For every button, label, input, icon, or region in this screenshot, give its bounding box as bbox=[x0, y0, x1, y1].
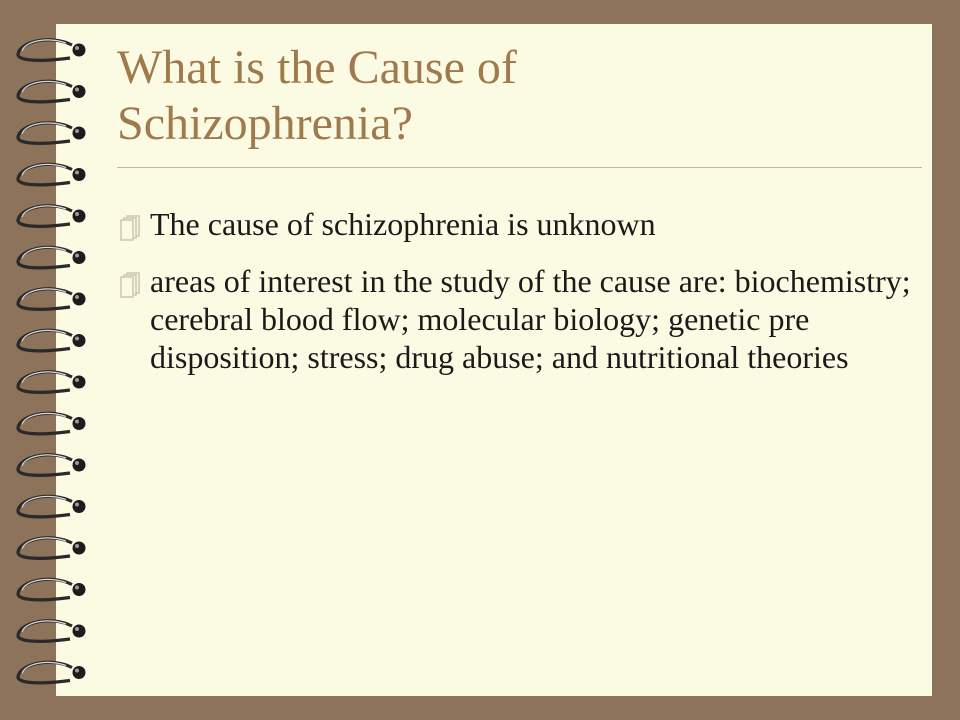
notebook-bullet-icon bbox=[118, 271, 142, 299]
binding-ring bbox=[18, 289, 86, 310]
notebook-bullet-icon bbox=[118, 214, 142, 242]
binding-ring bbox=[18, 164, 86, 185]
binding-ring bbox=[18, 206, 86, 227]
list-item bbox=[112, 262, 912, 376]
bullet-text: areas of interest in the study of the cause are: biochemistry; cerebral blood flow; molecular biology; genetic pre disposition; stress; drug abuse; and nutritional theories bbox=[150, 263, 911, 375]
binding-ring bbox=[18, 496, 86, 517]
binding-ring bbox=[18, 372, 86, 393]
binding-ring bbox=[18, 455, 86, 476]
binding-ring bbox=[18, 662, 86, 683]
binding-ring bbox=[18, 123, 86, 144]
bullet-list bbox=[112, 205, 912, 395]
binding-ring bbox=[18, 538, 86, 559]
spiral-binding bbox=[0, 0, 110, 720]
bullet-text: The cause of schizophrenia is unknown bbox=[150, 206, 656, 242]
slide-title: What is the Cause of Schizophrenia? bbox=[117, 41, 517, 150]
binding-ring bbox=[18, 247, 86, 268]
binding-ring bbox=[18, 621, 86, 642]
binding-ring bbox=[18, 81, 86, 102]
title-divider bbox=[117, 167, 922, 168]
binding-ring bbox=[18, 330, 86, 351]
binding-ring bbox=[18, 40, 86, 61]
binding-ring bbox=[18, 579, 86, 600]
list-item bbox=[112, 205, 912, 243]
binding-ring bbox=[18, 413, 86, 434]
